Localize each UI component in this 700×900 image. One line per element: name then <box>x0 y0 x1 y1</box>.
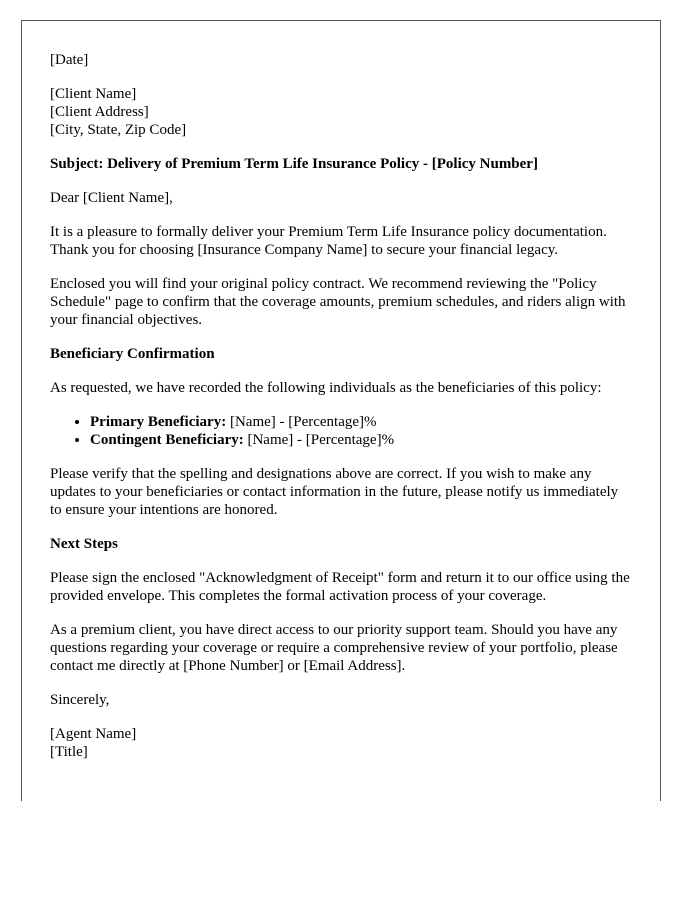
client-address: [Client Address] <box>50 104 149 120</box>
intro-paragraph: It is a pleasure to formally deliver your Premium Term Life Insurance policy documentation. Thank you for choosing [Insurance Company Name] to secure your financial legacy. <box>50 224 607 258</box>
beneficiary-list <box>50 413 632 449</box>
agent-name: [Agent Name] <box>50 726 137 742</box>
list-item-primary-beneficiary <box>90 413 632 431</box>
letter-body <box>22 21 660 761</box>
enclosed-paragraph: Enclosed you will find your original policy contract. We recommend reviewing the "Policy Schedule" page to confirm that the coverage amounts, premium schedules, and riders align with your financial objectives. <box>50 276 626 328</box>
primary-beneficiary-value: [Name] - [Percentage]% <box>226 414 377 430</box>
sign-paragraph: Please sign the enclosed "Acknowledgment of Receipt" form and return it to our office using the provided envelope. This completes the formal activation process of your coverage. <box>50 570 630 604</box>
client-name: [Client Name] <box>50 86 137 102</box>
contingent-beneficiary-value: [Name] - [Percentage]% <box>243 432 395 448</box>
list-item-contingent-beneficiary <box>90 431 632 449</box>
next-steps-heading: Next Steps <box>50 536 118 552</box>
verify-paragraph: Please verify that the spelling and designations above are correct. If you wish to make any updates to your beneficiaries or contact information in the future, please notify us immediately to ensure your intentions are honored. <box>50 466 619 518</box>
closing-line: Sincerely, <box>50 692 110 708</box>
recipient-address-block <box>50 85 632 139</box>
beneficiary-intro: As requested, we have recorded the following individuals as the beneficiaries of this policy: <box>50 380 602 396</box>
letter-page <box>21 20 661 801</box>
beneficiary-heading: Beneficiary Confirmation <box>50 346 215 362</box>
salutation: Dear [Client Name], <box>50 190 173 206</box>
premium-support-paragraph: As a premium client, you have direct access to our priority support team. Should you have any questions regarding your coverage or require a comprehensive review of your portfolio, please contact me directly at [Phone Number] or [Email Address]. <box>50 622 618 674</box>
client-city-state-zip: [City, State, Zip Code] <box>50 122 187 138</box>
subject-line: Subject: Delivery of Premium Term Life Insurance Policy - [Policy Number] <box>50 156 538 172</box>
date-line: [Date] <box>50 52 89 68</box>
contingent-beneficiary-label: Contingent Beneficiary: <box>90 432 244 448</box>
signature-block <box>50 725 632 761</box>
agent-title: [Title] <box>50 744 88 760</box>
primary-beneficiary-label: Primary Beneficiary: <box>90 414 227 430</box>
